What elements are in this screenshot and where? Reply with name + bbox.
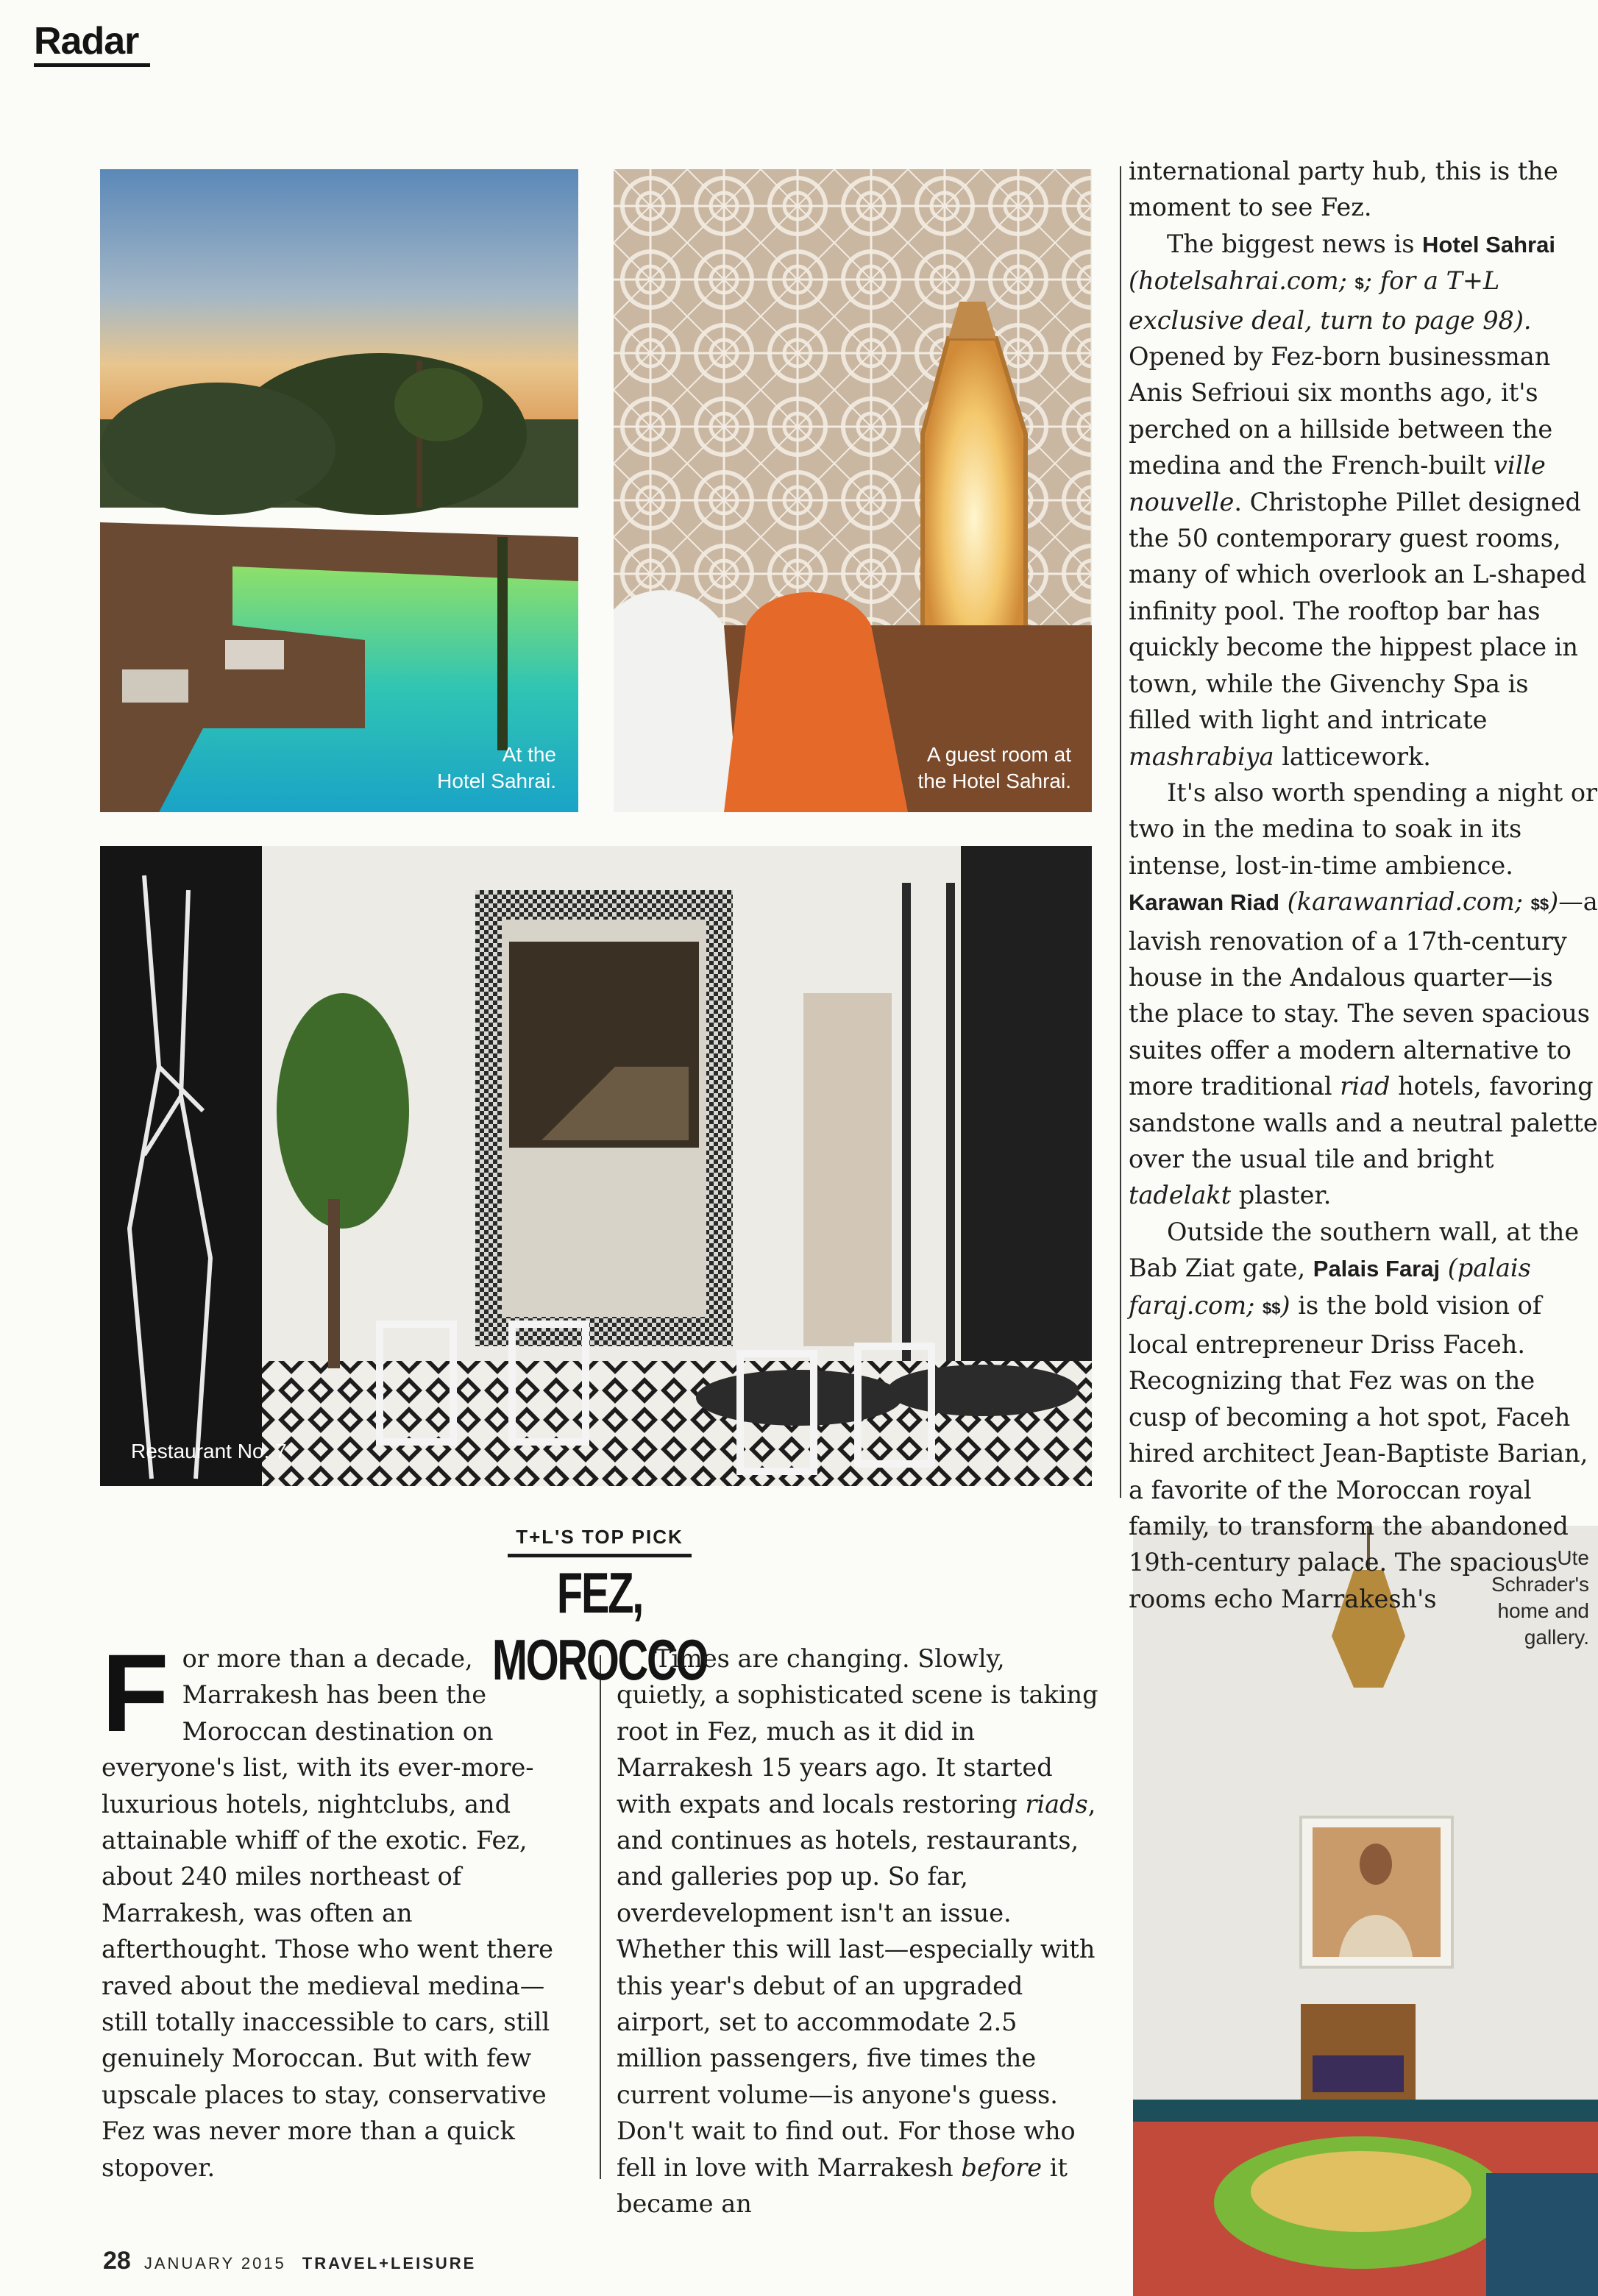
- venue-url: ): [1549, 887, 1559, 917]
- drop-cap: F: [102, 1631, 169, 1755]
- column-2-paragraph: [617, 1641, 1102, 2222]
- italic-term: tadelakt: [1129, 1181, 1232, 1210]
- text-run: is the bold vision of local entrepreneur Driss Faceh. Recognizing that Fez was on the cusp of becoming a hot spot, Faceh hired architect Jean-Baptiste Barian, a favorite of the Moroccan royal family, to transform the abandoned 19th-century palace. The spacious rooms echo Marrakesh's: [1129, 1290, 1588, 1613]
- magazine-brand: TRAVEL+LEISURE: [302, 2254, 477, 2272]
- photo-hotel-pool: [100, 169, 578, 812]
- column-rule-right: [1120, 166, 1121, 1498]
- venue-url: (hotelsahrai.com;: [1129, 266, 1355, 296]
- venue-url: (palais faraj.com;: [1129, 1254, 1531, 1320]
- text-run: Outside the southern wall, at the Bab Ziat gate,: [1129, 1217, 1580, 1283]
- page-footer: [103, 2247, 476, 2275]
- caption-home-gallery: Ute Schrader's home and gallery.: [1491, 1546, 1589, 1649]
- section-rule: [34, 63, 150, 67]
- page-number: 28: [103, 2247, 131, 2275]
- guestroom-illustration: [614, 169, 1092, 812]
- column-3-paragraph-2: [1129, 226, 1598, 775]
- venue-url: ; for a T+L exclusive deal, turn to page 98).: [1129, 266, 1532, 335]
- price-indicator: $$: [1263, 1298, 1281, 1318]
- venue-name-hotel-sahrai: Hotel Sahrai: [1422, 231, 1555, 257]
- price-indicator: $$: [1530, 895, 1549, 914]
- photo-guest-room: [614, 169, 1092, 812]
- restaurant-illustration: [100, 846, 1092, 1486]
- price-indicator: $: [1354, 274, 1364, 294]
- venue-url: (karawanriad.com;: [1279, 887, 1531, 917]
- text-run: . Christophe Pillet designed the 50 contemporary guest rooms, many of which overlook an L-shaped infinity pool. The rooftop bar has quickly become the hippest place in town, while the Givenchy Spa is filled with light and intricate: [1129, 487, 1587, 735]
- text-run: plaster.: [1231, 1181, 1332, 1210]
- caption-restaurant: Restaurant No. 7: [131, 1440, 287, 1462]
- text-run: —a lavish renovation of a 17th-century house in the Andalous quarter—is the place to stay. The seven spacious suites offer a modern alternative to more traditional: [1129, 887, 1598, 1101]
- article-column-2: [617, 1641, 1102, 2222]
- italic-term: riad: [1340, 1072, 1391, 1101]
- italic-term: riads: [1025, 1789, 1088, 1819]
- column-3-paragraph-1: international party hub, this is the moment to see Fez.: [1129, 157, 1558, 222]
- pool-illustration: [100, 169, 578, 812]
- text-run: hotels, favoring sandstone walls and a neutral palette over the usual tile and bright: [1129, 1072, 1598, 1173]
- text-run: , and continues as hotels, restaurants, and galleries pop up. So far, overdevelopment isn't an issue. Whether this will last—especially with this year's debut of an upgraded airport, set to accommodate 2.5 million passengers, five times the current volume—is anyone's guess. Don't wait to find out. For those who fell in love with Marrakesh: [617, 1789, 1096, 2182]
- caption-guest-room: A guest room at the Hotel Sahrai.: [917, 743, 1071, 792]
- venue-url: ): [1280, 1290, 1290, 1320]
- headline: FEZ, MOROCCO: [491, 1560, 708, 1692]
- text-run: It's also worth spending a night or two in the medina to soak in its intense, lost-in-time ambience.: [1129, 778, 1598, 880]
- text-run: The biggest news is: [1167, 229, 1423, 258]
- column-1-text: or more than a decade, Marrakesh has been the Moroccan destination on everyone's list, with its ever-more-luxurious hotels, nightclubs, and attainable whiff of the exotic. Fez, about 240 miles northeast of Marrakesh, was often an afterthought. Those who went there raved about the medieval medina—still totally inaccessible to cars, still genuinely Moroccan. But with few upscale places to stay, conservative Fez was never more than a quick stopover.: [102, 1644, 553, 2182]
- italic-term: mashrabiya: [1129, 742, 1274, 771]
- column-3-paragraph-3: [1129, 775, 1598, 1214]
- text-run: Times are changing. Slowly, quietly, a sophisticated scene is taking root in Fez, much as it did in Marrakesh 15 years ago. It started with expats and locals restoring: [617, 1644, 1098, 1819]
- text-run: Opened by Fez-born businessman Anis Sefrioui six months ago, it's perched on a hillside between the medina and the French-built: [1129, 342, 1553, 480]
- photo-restaurant: [100, 846, 1092, 1486]
- venue-name-palais-faraj: Palais Faraj: [1313, 1256, 1441, 1282]
- kicker: T+L'S TOP PICK: [516, 1526, 683, 1548]
- article-column-3: [1129, 153, 1598, 1617]
- italic-term: ville nouvelle: [1129, 451, 1546, 516]
- column-rule-middle: [600, 1655, 601, 2179]
- column-3-paragraph-4: [1129, 1214, 1598, 1617]
- text-run: latticework.: [1274, 742, 1431, 771]
- kicker-rule: [508, 1554, 692, 1557]
- article-column-1: [102, 1631, 580, 2186]
- text-run: it became an: [617, 2153, 1068, 2219]
- venue-name-karawan-riad: Karawan Riad: [1129, 889, 1280, 916]
- section-label: Radar: [34, 20, 139, 63]
- caption-pool: At the Hotel Sahrai.: [437, 743, 556, 792]
- italic-term: before: [961, 2153, 1043, 2182]
- issue-date: JANUARY 2015: [143, 2254, 286, 2272]
